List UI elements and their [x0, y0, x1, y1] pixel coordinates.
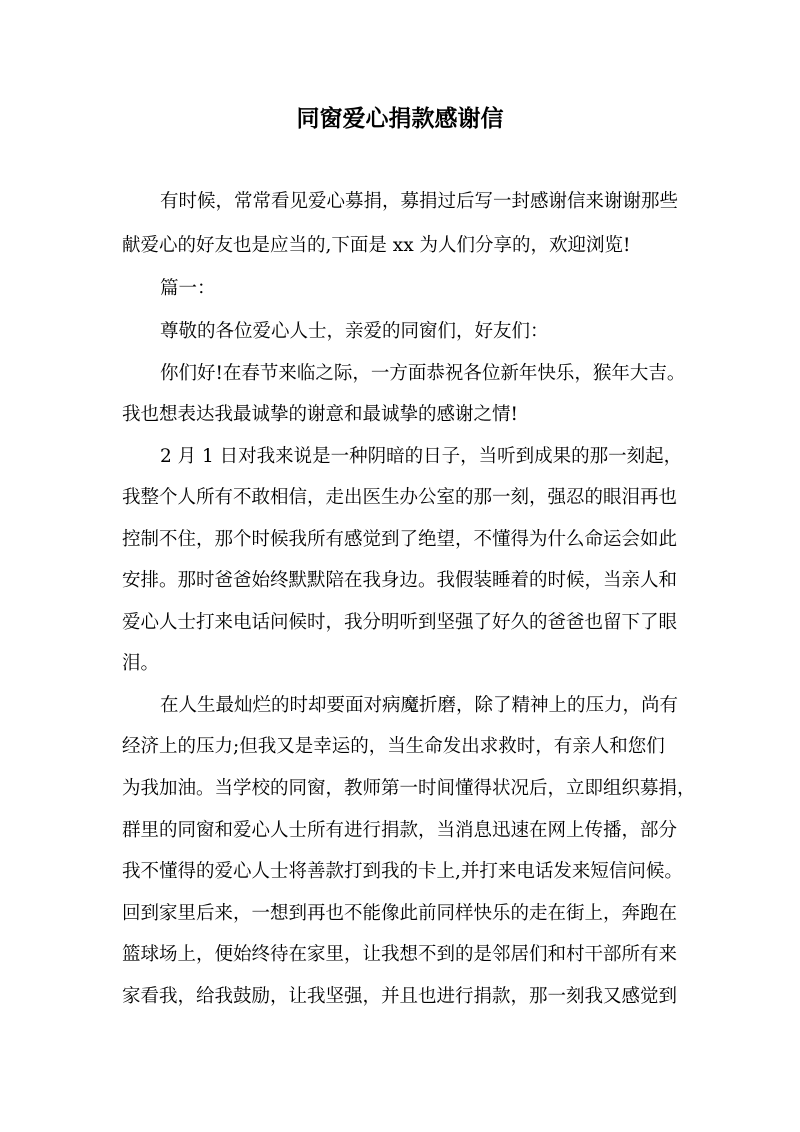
- paragraph-line: 为我加油。当学校的同窗，教师第一时间懂得状况后，立即组织募捐，: [122, 778, 696, 799]
- paragraph-line: 控制不住，那个时候我所有感觉到了绝望，不懂得为什么命运会如此: [122, 529, 678, 550]
- paragraph-line: 我也想表达我最诚挚的谢意和最诚挚的感谢之情!: [122, 404, 518, 425]
- paragraph-line: 泪。: [122, 653, 160, 674]
- paragraph-line: 回到家里后来，一想到再也不能像此前同样快乐的走在街上，奔跑在: [122, 903, 678, 924]
- paragraph-line: 有时候，常常看见爱心募捐，募捐过后写一封感谢信来谢谢那些: [160, 191, 679, 212]
- document-title: 同窗爱心捐款感谢信: [296, 105, 504, 132]
- paragraph-line: 家看我，给我鼓励，让我坚强，并且也进行捐款，那一刻我又感觉到: [122, 986, 678, 1007]
- paragraph-line: 我不懂得的爱心人士将善款打到我的卡上,并打来电话发来短信问候。: [122, 861, 683, 882]
- paragraph-line: 安排。那时爸爸始终默默陪在我身边。我假装睡着的时候，当亲人和: [122, 570, 678, 591]
- salutation: 尊敬的各位爱心人士，亲爱的同窗们，好友们：: [160, 321, 549, 342]
- paragraph-line: 你们好!在春节来临之际，一方面恭祝各位新年快乐，猴年大吉。: [160, 363, 686, 384]
- paragraph-line: 篮球场上，便始终待在家里，让我想不到的是邻居们和村干部所有来: [122, 944, 678, 965]
- paragraph-line: 我整个人所有不敢相信，走出医生办公室的那一刻，强忍的眼泪再也: [122, 487, 678, 508]
- paragraph-line: 群里的同窗和爱心人士所有进行捐款，当消息迅速在网上传播，部分: [122, 820, 678, 841]
- section-label: 篇一：: [160, 278, 216, 299]
- paragraph-line: 在人生最灿烂的时却要面对病魔折磨，除了精神上的压力，尚有: [160, 695, 679, 716]
- paragraph-line: 经济上的压力;但我又是幸运的，当生命发出求救时，有亲人和您们: [122, 736, 665, 757]
- paragraph-line: 2 月 1 日对我来说是一种阴暗的日子，当听到成果的那一刻起，: [160, 446, 683, 467]
- paragraph-line: 献爱心的好友也是应当的,下面是 xx 为人们分享的，欢迎浏览!: [122, 235, 631, 256]
- paragraph-line: 爱心人士打来电话问候时，我分明听到坚强了好久的爸爸也留下了眼: [122, 612, 678, 633]
